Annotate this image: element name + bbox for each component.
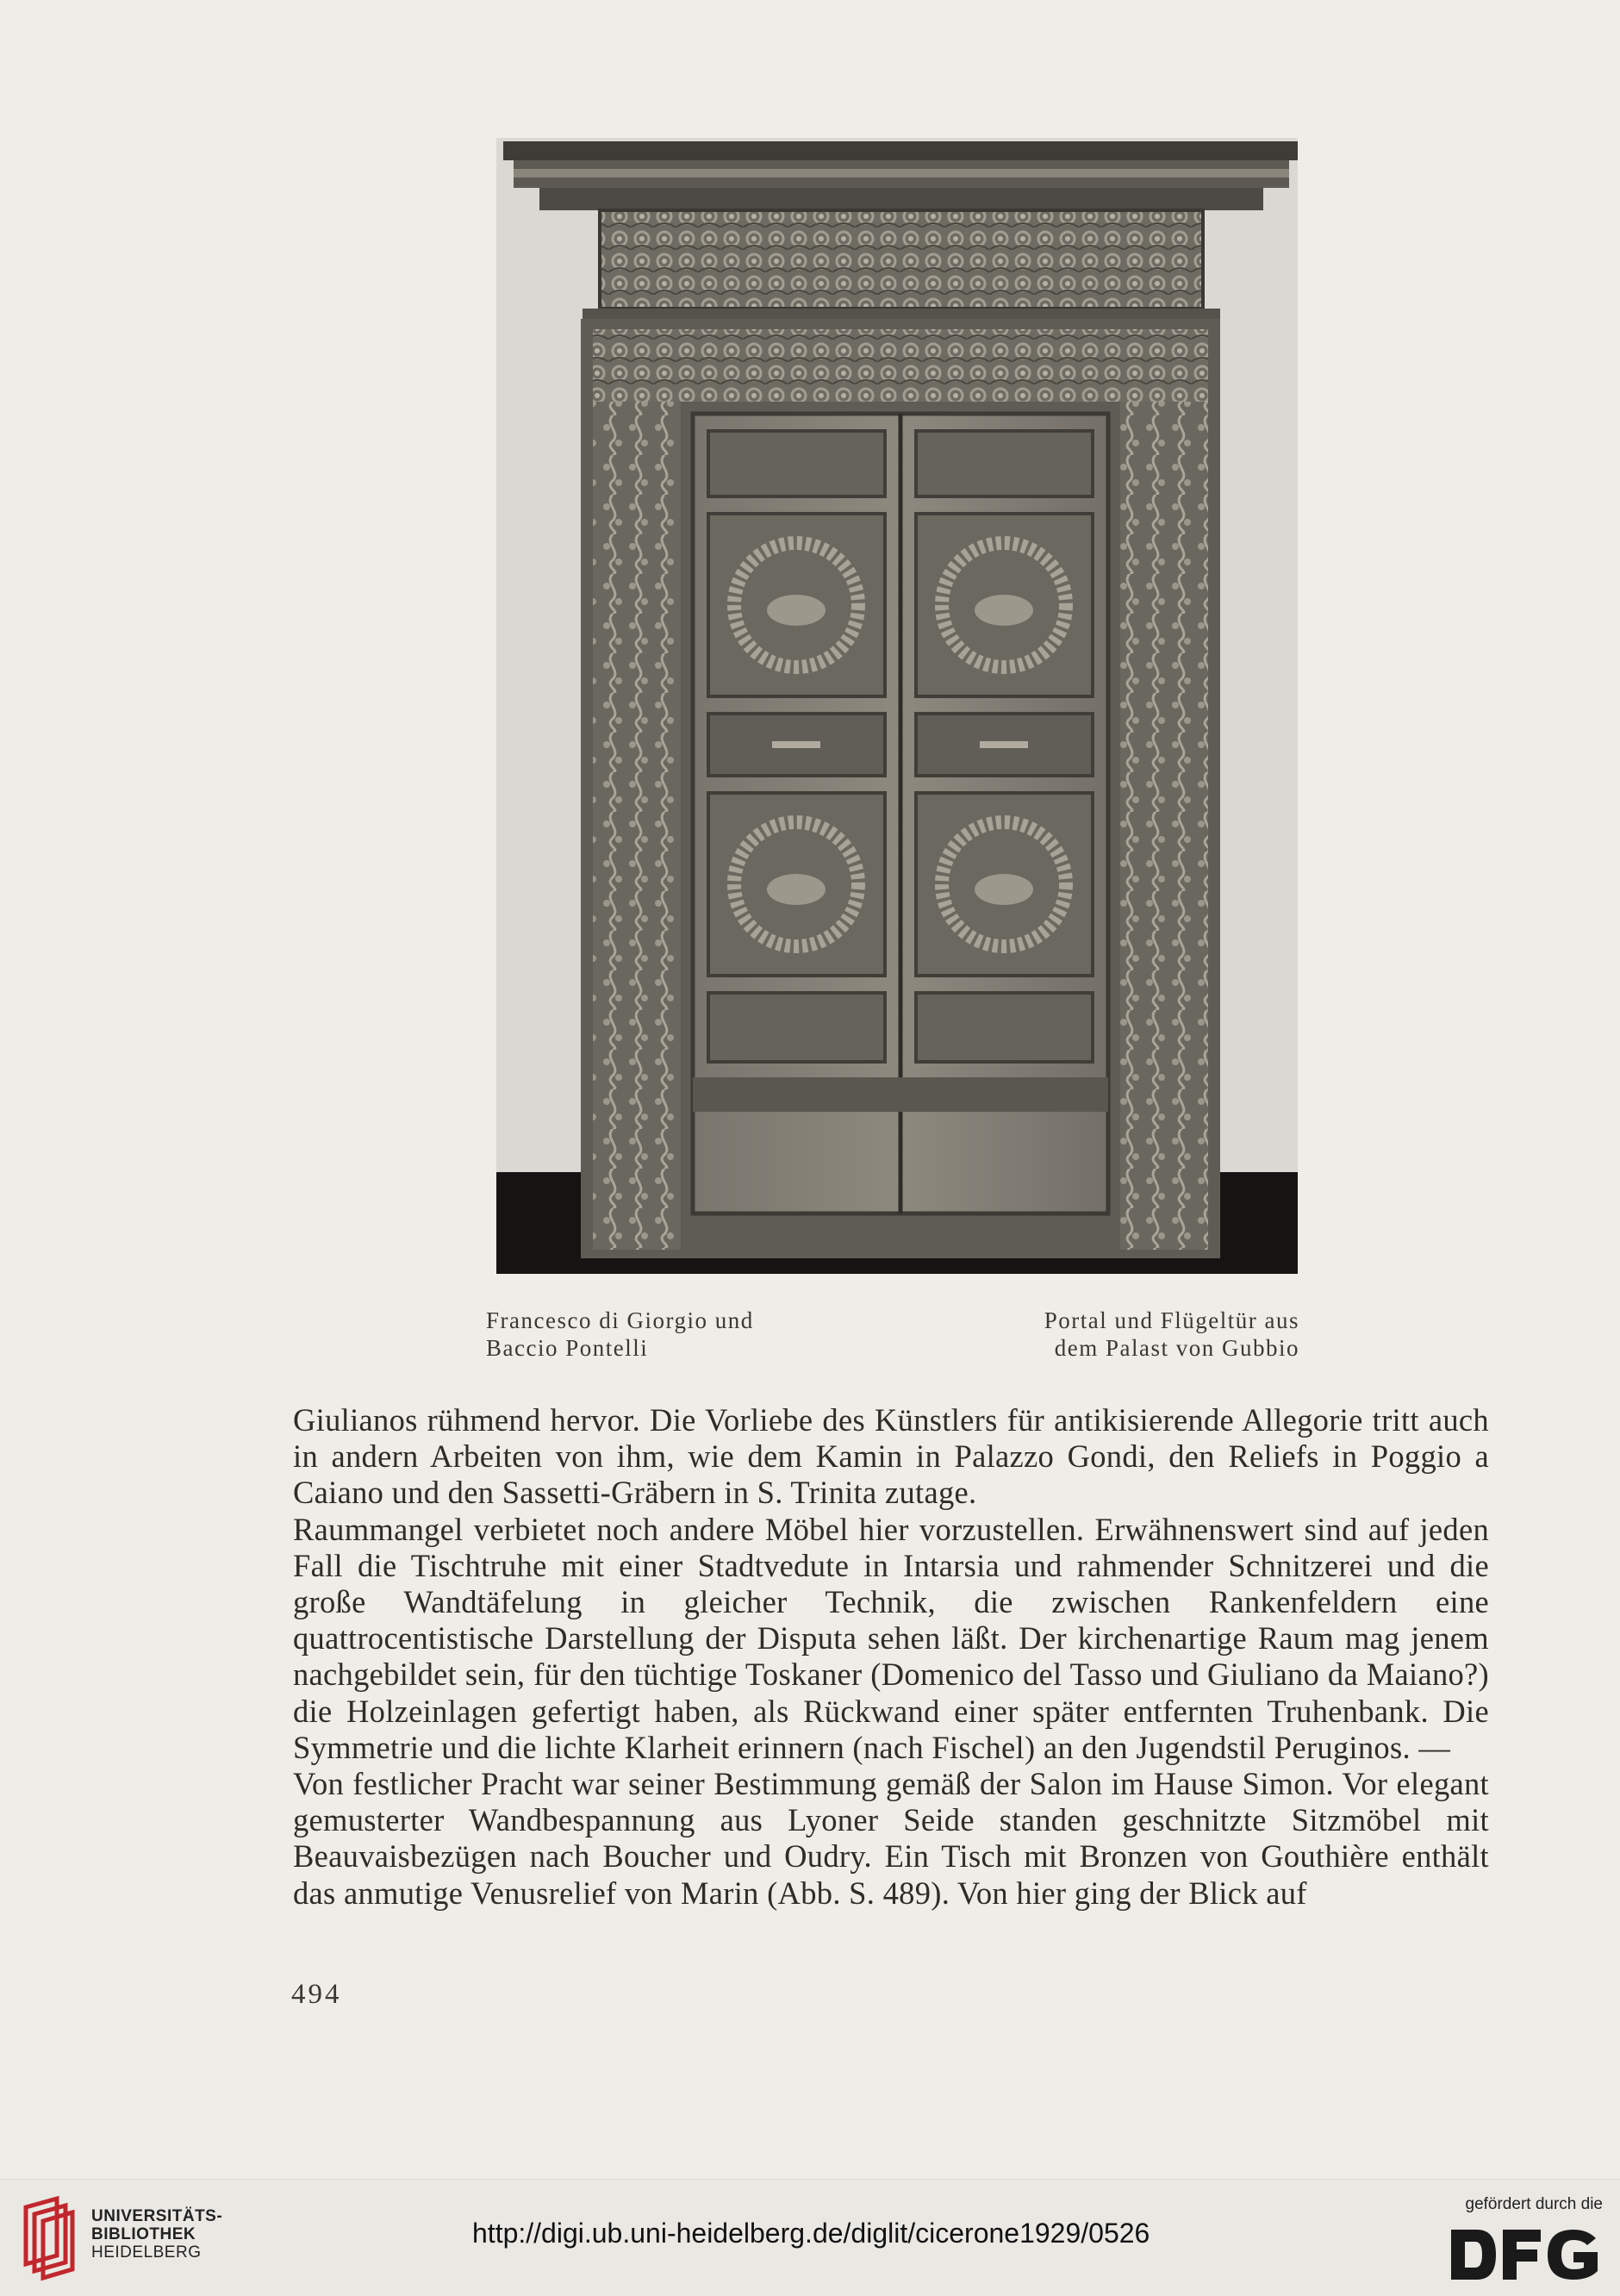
image-caption-artists bbox=[486, 1307, 754, 1362]
funded-by-label: gefördert durch die bbox=[1465, 2195, 1603, 2213]
library-name-line-2: BIBLIOTHEK bbox=[91, 2225, 196, 2243]
body-text bbox=[293, 1402, 1489, 1912]
portal-door-photograph bbox=[496, 138, 1298, 1274]
caption-right-line-2: dem Palast von Gubbio bbox=[1054, 1335, 1299, 1361]
university-library-logo-icon bbox=[17, 2195, 79, 2281]
caption-right-line-1: Portal und Flügeltür aus bbox=[1044, 1307, 1299, 1333]
digitization-footer bbox=[0, 2179, 1620, 2296]
library-name bbox=[91, 2207, 222, 2262]
permalink-url[interactable]: http://digi.ub.uni-heidelberg.de/diglit/cicerone1929/0526 bbox=[472, 2218, 1150, 2249]
library-name-line-3: HEIDELBERG bbox=[91, 2243, 202, 2262]
library-name-line-1: UNIVERSITÄTS- bbox=[91, 2207, 223, 2225]
paragraph: Von festlicher Pracht war seiner Bestimmung gemäß der Salon im Hause Simon. Vor elegant gemusterter Wandbespannung aus Lyoner Seide standen geschnitzte Sitzmöbel mit Beauvaisbezügen nach Boucher und Oudry. Ein Tisch mit Bronzen von Gouthière enthält das anmutige Venusrelief von Marin (Abb. S. 489). Von hier ging der Blick auf bbox=[293, 1766, 1489, 1911]
paragraph: Giulianos rühmend hervor. Die Vorliebe des Künstlers für antikisierende Allegorie tritt auch in andern Arbeiten von ihm, wie dem Kamin in Palazzo Gondi, den Reliefs in Poggio a Caiano und den Sassetti-Gräbern in S. Trinita zutage. bbox=[293, 1402, 1489, 1511]
image-caption-title bbox=[1044, 1307, 1299, 1362]
caption-left-line-2: Baccio Pontelli bbox=[486, 1335, 649, 1361]
page-number: 494 bbox=[291, 1979, 342, 2010]
dfg-logo-icon bbox=[1448, 2226, 1601, 2283]
caption-left-line-1: Francesco di Giorgio und bbox=[486, 1307, 754, 1333]
paragraph: Raummangel verbietet noch andere Möbel hier vorzustellen. Erwähnenswert sind auf jeden Fall die Tischtruhe mit einer Stadtvedute in Intarsia und rahmender Schnitzerei und die große Wandtäfelung in gleicher Technik, die zwischen Rankenfeldern eine quattrocentistische Darstellung der Disputa sehen läßt. Der kirchenartige Raum mag jenem nachgebildet sein, für den tüchtige Toskaner (Domenico del Tasso und Giuliano da Maiano?) die Holzeinlagen gefertigt haben, als Rückwand einer später entfernten Truhenbank. Die Symmetrie und die lichte Klarheit erinnern (nach Fischel) an den Jugendstil Peruginos. — bbox=[293, 1511, 1489, 1765]
